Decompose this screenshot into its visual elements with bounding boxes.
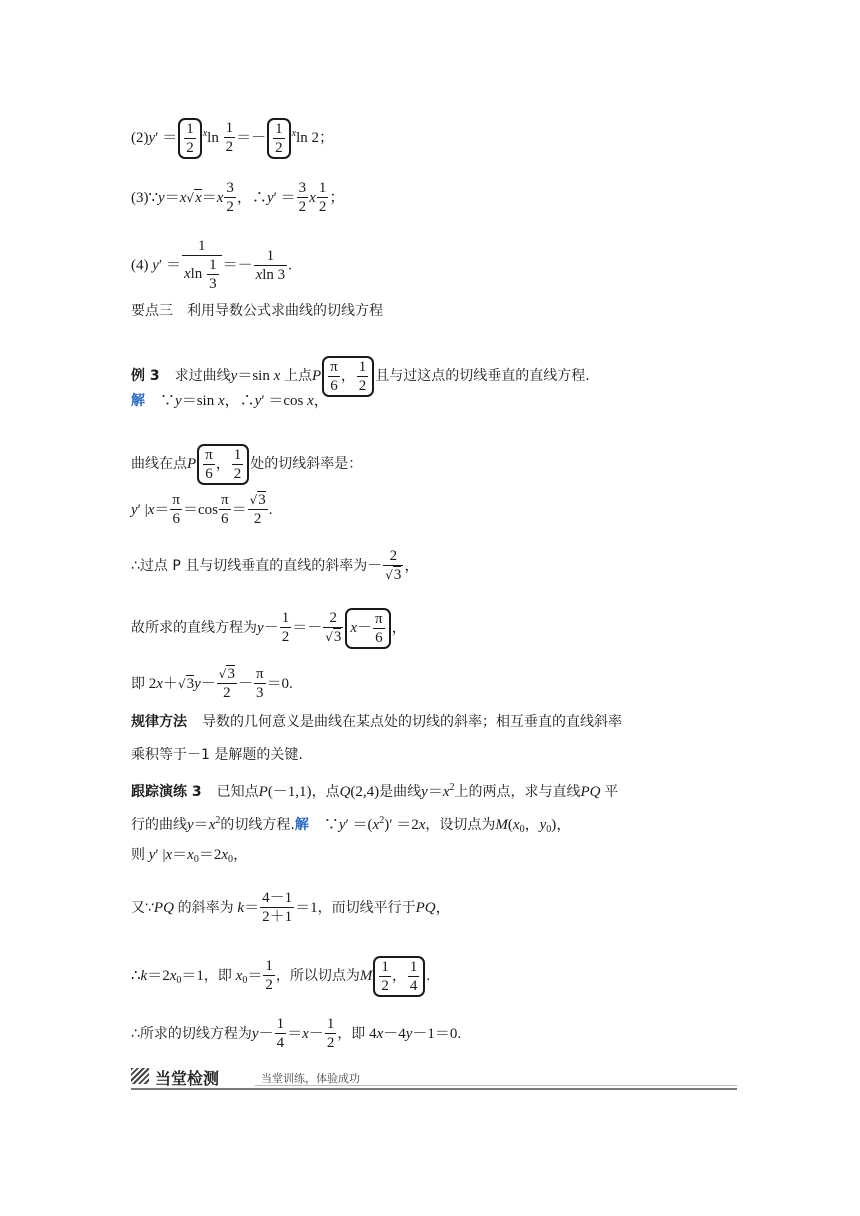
banner-title: 当堂检测 [155,1069,220,1088]
banner-stripes-icon [131,1068,149,1084]
slope-value: y′ |x＝ $\frac{\pi}{6}$ ＝cos $\frac{\pi}{6}$ ＝ $\frac{√3}{2}$ . [131,492,273,527]
banner-thin-rule [255,1085,737,1086]
eq-3: (3)∵y＝x√x＝x $\frac{3}{2}$ ，∴y′ ＝ $\frac{3}{2}$ x $\frac{1}{2}$ ； [131,180,345,215]
example-3: 例 3 求过曲线y＝sin x 上点P $\frac{\pi}{6}$ ， $\frac{1}{2}$ 且与过这点的切线垂直的直线方程. [131,356,590,397]
track-point: $\therefore k=2x_0=1$，即 $x_0=$ $\frac{1}{2}$ ，所以切点为M $\frac{1}{2}$ ， $\frac{1}{4}$ . [131,956,430,997]
track-derivative: 则 y′ $|x=x_0=2x_0$， [131,847,249,865]
track-line-1: 跟踪演练 3 已知点P(－1,1)，点Q(2,4)是曲线$y=x^2$上的两点，求与直线PQ 平 [131,782,619,800]
line-equation-simplified: 即 2x＋√3y－ $\frac{√3}{2}$ － $\frac{\pi}{3}$ ＝0. [131,666,293,701]
slope-intro: 曲线在点P $\frac{\pi}{6}$ ， $\frac{1}{2}$ 处的切线斜率是： [131,444,362,485]
eq-2: (2)y′ ＝ $\frac{1}{2}$ $^x$ln $\frac{1}{2}$ ＝－ $\frac{1}{2}$ $^x$ln 2； [131,118,334,159]
method-line-1: 规律方法 导数的几何意义是曲线在某点处的切线的斜率；相互垂直的直线斜率 [131,714,623,730]
section-banner [131,1066,737,1090]
perp-slope: ∴过点 P 且与切线垂直的直线的斜率为－ $\frac{2}{√3}$ ， [131,548,420,583]
line-equation: 故所求的直线方程为y－ $\frac{1}{2}$ ＝－ $\frac{2}{√3}$ x－ $\frac{\pi}{6}$ ， [131,608,407,649]
eq-4: (4) y′ ＝ 1 xln $\frac{1}{3}$ ＝－ $\frac{1}{xln 3}$ . [131,238,292,292]
method-line-2: 乘积等于－1 是解题的关键. [131,747,303,763]
track-slope: 又∵PQ 的斜率为 k＝ $\frac{4-1}{2+1}$ ＝1，而切线平行于PQ， [131,890,451,925]
solution-line: 解 ∵y＝sin x，∴y′ ＝cos x， [131,393,329,409]
track-final: ∴所求的切线方程为y－ $\frac{1}{4}$ ＝x－ $\frac{1}{2}$ ，即 4x－4y－1＝0. [131,1016,462,1051]
banner-subtitle: 当堂训练，体验成功 [261,1072,360,1085]
section-heading: 要点三 利用导数公式求曲线的切线方程 [131,303,383,319]
track-line-2: 行的曲线$y=x^2$的切线方程.解 ∵y′ $=(x^2)' =2x$，设切点为$M(x_0$，$y_0$)， [131,815,572,835]
banner-rule [131,1088,737,1090]
